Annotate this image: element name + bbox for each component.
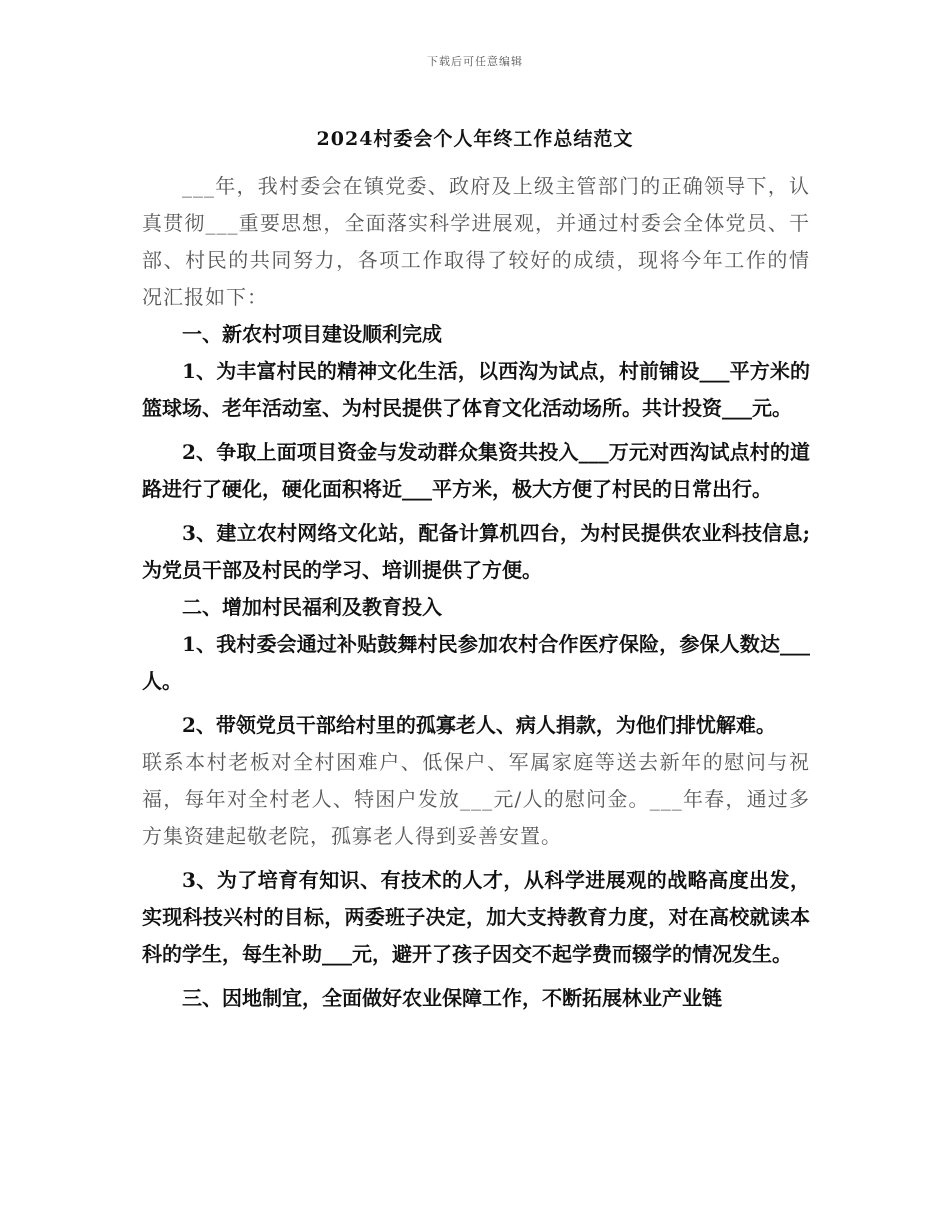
section-2-item-2: 2、带领党员干部给村里的孤寡老人、病人捐款，为他们排忧解难。 bbox=[182, 713, 776, 737]
document-title: 2024村委会个人年终工作总结范文 bbox=[316, 128, 634, 150]
section-1-item-2: 2、争取上面项目资金与发动群众集资共投入___万元对西沟试点村的道路进行了硬化，硬化面积将近___平方米，极大方便了村民的日常出行。 bbox=[142, 440, 810, 501]
section-heading-2: 二、增加村民福利及教育投入 bbox=[182, 595, 442, 619]
section-heading-1: 一、新农村项目建设顺利完成 bbox=[182, 322, 442, 346]
document-body bbox=[142, 168, 810, 1017]
section-2-item-3: 3、为了培育有知识、有技术的人才，从科学进展观的战略高度出发，实现科技兴村的目标，两委班子决定，加大支持教育力度，对在高校就读本科的学生，每生补助___元，避开了孩子因交不起学费而辍学的情况发生。 bbox=[142, 868, 810, 966]
section-2-item-2-continued: 联系本村老板对全村困难户、低保户、军属家庭等送去新年的慰问与祝福，每年对全村老人、特困户发放___元/人的慰问金。___年春，通过多方集资建起敬老院，孤寡老人得到妥善安置。 bbox=[142, 750, 810, 848]
section-1-item-3: 3、建立农村网络文化站，配备计算机四台，为村民提供农业科技信息;为党员干部及村民的学习、培训提供了方便。 bbox=[142, 521, 810, 582]
section-2-item-1: 1、我村委会通过补贴鼓舞村民参加农村合作医疗保险，参保人数达___人。 bbox=[142, 632, 810, 693]
section-heading-3: 三、因地制宜，全面做好农业保障工作，不断拓展林业产业链 bbox=[182, 986, 722, 1010]
intro-paragraph: ___年，我村委会在镇党委、政府及上级主管部门的正确领导下，认真贯彻___重要思想，全面落实科学进展观，并通过村委会全体党员、干部、村民的共同努力，各项工作取得了较好的成绩，现将今年工作的情况汇报如下： bbox=[142, 174, 810, 309]
section-1-item-1: 1、为丰富村民的精神文化生活，以西沟为试点，村前铺设___平方米的篮球场、老年活动室、为村民提供了体育文化活动场所。共计投资___元。 bbox=[142, 359, 810, 420]
header-note: 下载后可任意编辑 bbox=[427, 55, 523, 68]
